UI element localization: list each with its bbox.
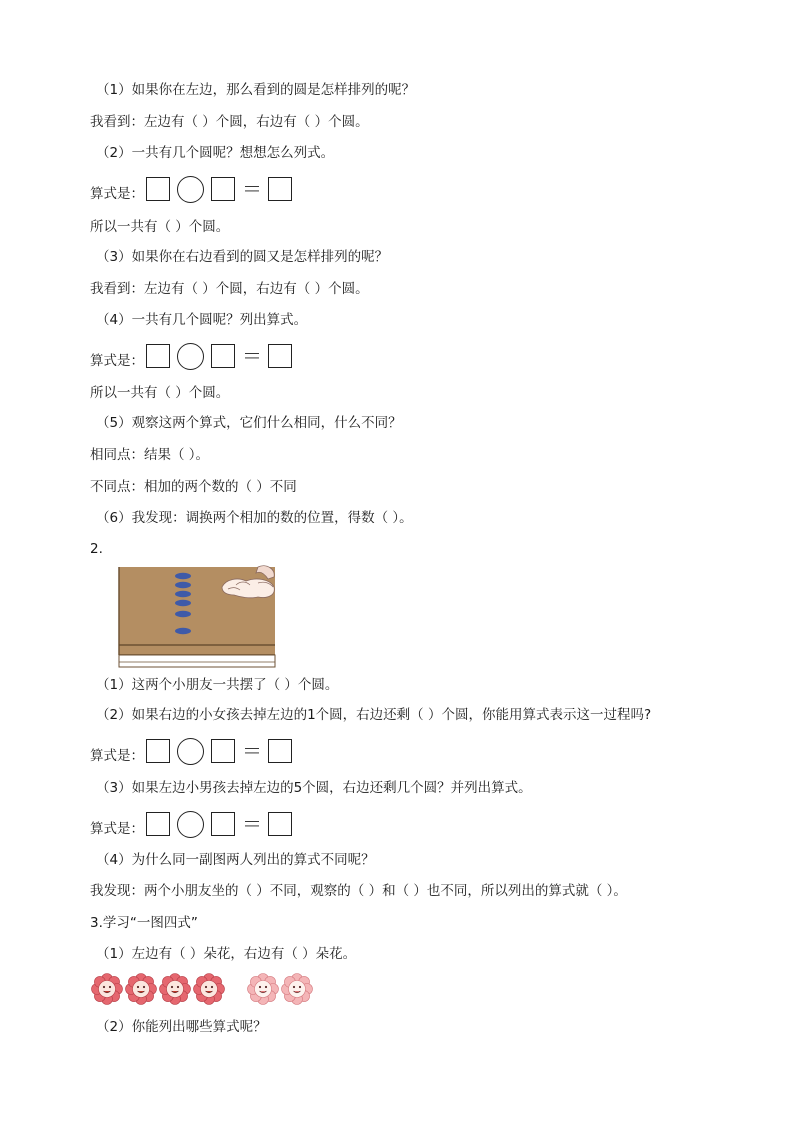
- formula-label: 算式是：: [90, 186, 144, 202]
- blue-circle-counter: [175, 582, 191, 588]
- equals-sign: ＝: [242, 812, 262, 836]
- operator-circle[interactable]: [177, 811, 204, 838]
- q2-step4-text: （4）为什么同一副图两人列出的算式不同呢？: [96, 852, 375, 868]
- answer-box[interactable]: [211, 812, 235, 836]
- q1-step4-total: 所以一共有（ ）个圆。: [90, 385, 230, 401]
- blue-circle-counter: [175, 611, 191, 617]
- q3-step1-text: （1）左边有（ ）朵花，右边有（ ）朵花。: [96, 946, 357, 962]
- answer-box[interactable]: [146, 812, 170, 836]
- result-box[interactable]: [268, 344, 292, 368]
- result-box[interactable]: [268, 177, 292, 201]
- answer-box[interactable]: [211, 344, 235, 368]
- equals-sign: ＝: [242, 177, 262, 201]
- answer-box[interactable]: [211, 177, 235, 201]
- blue-circle-counter: [175, 600, 191, 606]
- flower-icon-right: [282, 974, 313, 1005]
- q2-step1-text: （1）这两个小朋友一共摆了（ ）个圆。: [96, 677, 339, 693]
- operator-circle[interactable]: [177, 343, 204, 370]
- blue-circle-counter: [175, 628, 191, 634]
- q1-step4-text: （4）一共有几个圆呢？列出算式。: [96, 312, 308, 328]
- result-box[interactable]: [268, 812, 292, 836]
- formula-row-2: [90, 340, 299, 370]
- blue-circle-counter: [175, 573, 191, 579]
- answer-box[interactable]: [146, 739, 170, 763]
- formula-label: 算式是：: [90, 821, 144, 837]
- q2-step4-answer: 我发现：两个小朋友坐的（ ）不同，观察的（ ）和（ ）也不同，所以列出的算式就（ ）。: [90, 883, 627, 899]
- q2-step3-text: （3）如果左边小男孩去掉左边的5个圆，右边还剩几个圆？并列出算式。: [96, 780, 532, 796]
- flower-row: [90, 972, 320, 1010]
- equals-sign: ＝: [242, 739, 262, 763]
- flower-icon-right: [248, 974, 279, 1005]
- q1-step5-text: （5）观察这两个算式，它们什么相同，什么不同？: [96, 415, 402, 431]
- operator-circle[interactable]: [177, 176, 204, 203]
- formula-row-4: [90, 808, 299, 838]
- flower-icon-left: [92, 974, 123, 1005]
- children-table-picture: [118, 565, 278, 673]
- flower-icon-left: [126, 974, 157, 1005]
- q1-step5-same: 相同点：结果（ ）。: [90, 447, 210, 463]
- flower-icon-left: [160, 974, 191, 1005]
- formula-row-3: [90, 735, 299, 765]
- q1-step6-text: （6）我发现：调换两个相加的数的位置，得数（ ）。: [96, 510, 413, 526]
- answer-box[interactable]: [146, 344, 170, 368]
- q1-step1-text: （1）如果你在左边，那么看到的圆是怎样排列的呢？: [96, 82, 416, 98]
- q3-step2-text: （2）你能列出哪些算式呢？: [96, 1019, 267, 1035]
- formula-label: 算式是：: [90, 748, 144, 764]
- q1-step1-answer: 我看到：左边有（ ）个圆，右边有（ ）个圆。: [90, 114, 369, 130]
- q2-step2-text: （2）如果右边的小女孩去掉左边的1个圆，右边还剩（ ）个圆，你能用算式表示这一过程吗?: [96, 707, 652, 723]
- q1-step3-text: （3）如果你在右边看到的圆又是怎样排列的呢？: [96, 249, 389, 265]
- q1-step5-diff: 不同点：相加的两个数的（ ）不同: [90, 479, 297, 495]
- formula-label: 算式是：: [90, 353, 144, 369]
- blue-circle-counter: [175, 591, 191, 597]
- result-box[interactable]: [268, 739, 292, 763]
- equals-sign: ＝: [242, 344, 262, 368]
- formula-row-1: [90, 173, 299, 203]
- q2-number: 2.: [90, 541, 103, 557]
- q3-title: 3.学习“一图四式”: [90, 915, 198, 931]
- q1-step2-text: （2）一共有几个圆呢？想想怎么列式。: [96, 145, 335, 161]
- answer-box[interactable]: [211, 739, 235, 763]
- q1-step2-total: 所以一共有（ ）个圆。: [90, 219, 230, 235]
- q1-step3-answer: 我看到：左边有（ ）个圆，右边有（ ）个圆。: [90, 281, 369, 297]
- operator-circle[interactable]: [177, 738, 204, 765]
- answer-box[interactable]: [146, 177, 170, 201]
- flower-icon-left: [194, 974, 225, 1005]
